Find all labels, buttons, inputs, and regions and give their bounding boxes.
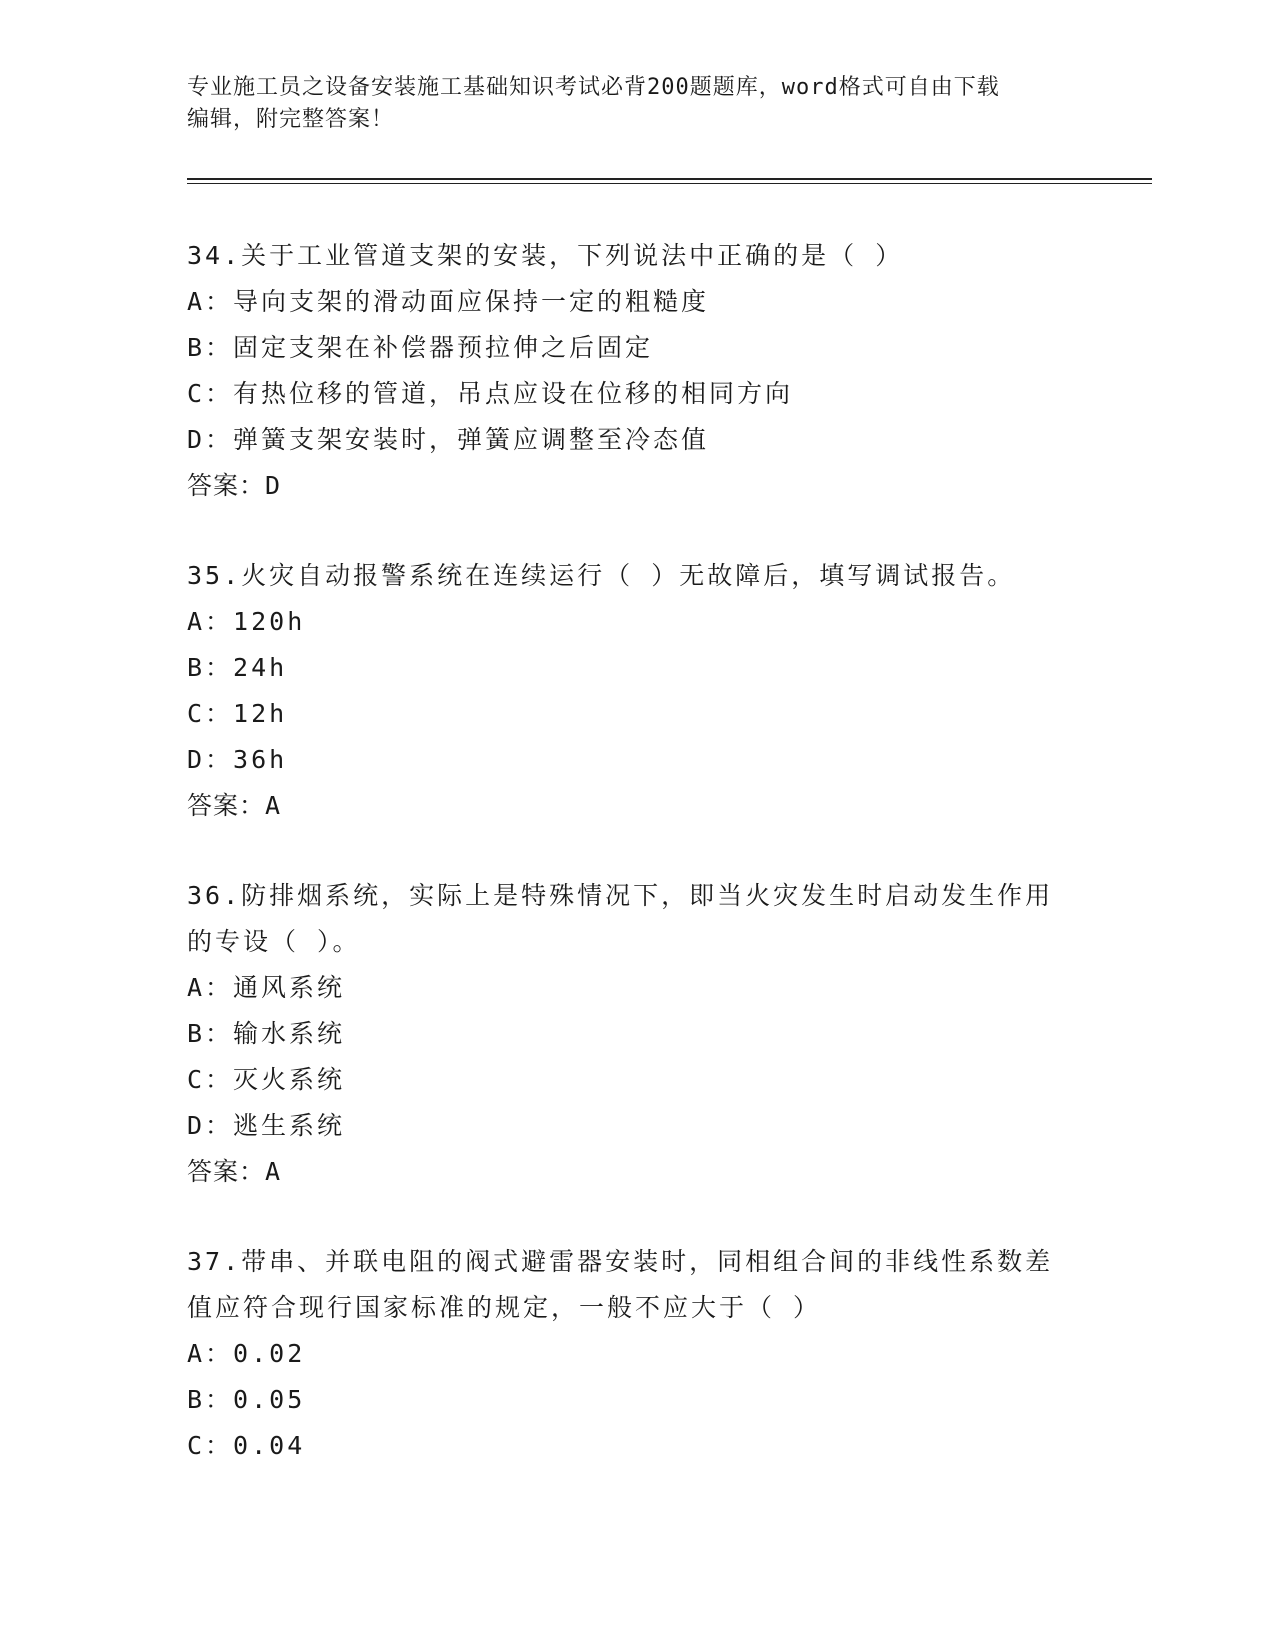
- question-stem-line-2: 的专设（ ）。: [187, 927, 361, 956]
- option-c: C：有热位移的管道，吊点应设在位移的相同方向: [187, 379, 794, 408]
- answer: 答案：D: [187, 471, 282, 500]
- option-b: B：0.05: [187, 1385, 306, 1414]
- option-a: A：0.02: [187, 1339, 306, 1368]
- question-37: [187, 1239, 1087, 1469]
- question-stem-line-1: 37.带串、并联电阻的阀式避雷器安装时，同相组合间的非线性系数差: [187, 1247, 1054, 1276]
- option-a: A：通风系统: [187, 973, 346, 1002]
- question-stem: 34.关于工业管道支架的安装，下列说法中正确的是（ ）: [187, 241, 904, 270]
- header-divider-thin: [187, 183, 1152, 184]
- answer: 答案：A: [187, 1157, 282, 1186]
- option-b: B：24h: [187, 653, 288, 682]
- option-d: D：36h: [187, 745, 288, 774]
- header-line-2: 编辑，附完整答案！: [187, 107, 395, 132]
- question-stem-line-2: 值应符合现行国家标准的规定，一般不应大于（ ）: [187, 1293, 822, 1322]
- option-b: B：固定支架在补偿器预拉伸之后固定: [187, 333, 654, 362]
- option-a: A：120h: [187, 607, 306, 636]
- question-36: [187, 873, 1087, 1195]
- header-line-1: 专业施工员之设备安装施工基础知识考试必背200题题库，word格式可自由下载: [187, 75, 1000, 100]
- header-divider: [187, 178, 1152, 180]
- option-d: D：逃生系统: [187, 1111, 346, 1140]
- document-header: [187, 72, 1067, 136]
- question-34: [187, 233, 1087, 509]
- answer: 答案：A: [187, 791, 282, 820]
- option-c: C：0.04: [187, 1431, 306, 1460]
- question-stem: 35.火灾自动报警系统在连续运行（ ）无故障后，填写调试报告。: [187, 561, 1016, 590]
- option-d: D：弹簧支架安装时，弹簧应调整至冷态值: [187, 425, 710, 454]
- option-c: C：12h: [187, 699, 288, 728]
- option-a: A：导向支架的滑动面应保持一定的粗糙度: [187, 287, 710, 316]
- question-stem-line-1: 36.防排烟系统，实际上是特殊情况下，即当火灾发生时启动发生作用: [187, 881, 1054, 910]
- option-b: B：输水系统: [187, 1019, 346, 1048]
- question-35: [187, 553, 1087, 829]
- option-c: C：灭火系统: [187, 1065, 346, 1094]
